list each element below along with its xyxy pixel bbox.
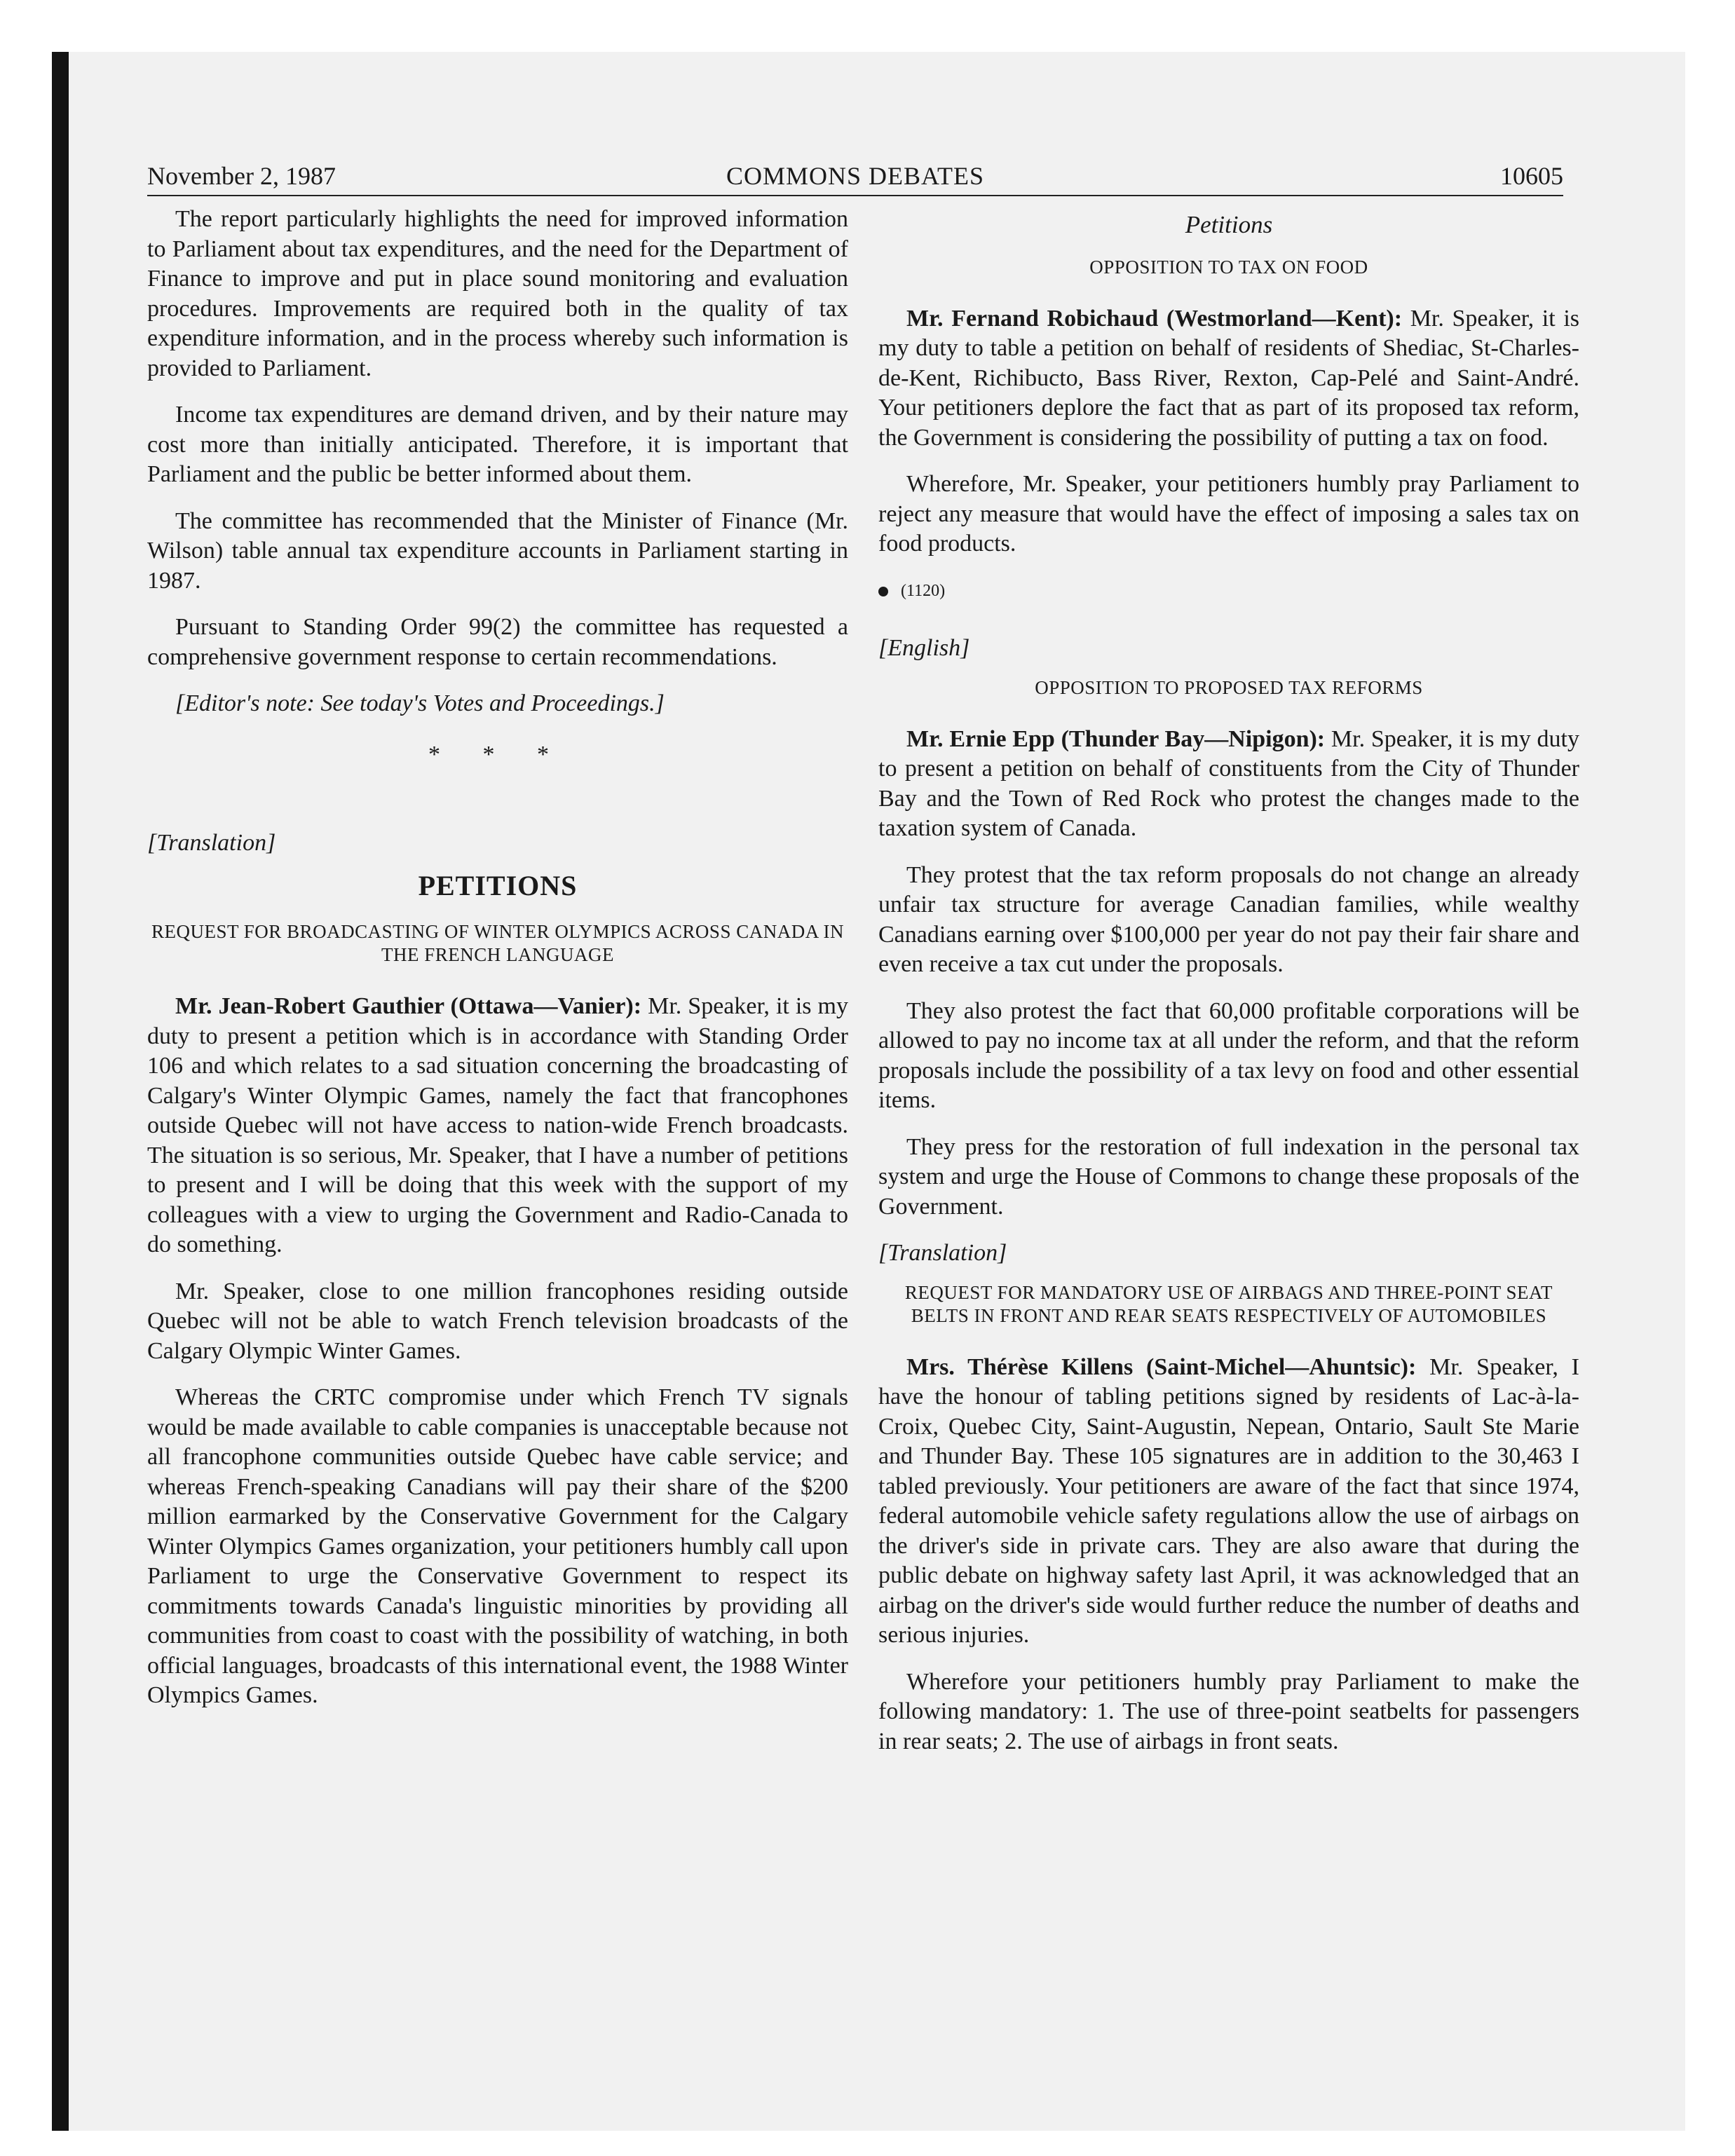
speech-text: Mr. Speaker, it is my duty to present a petition on behalf of constituents from the City of Thunder Bay and the Town of Red Rock who protest the changes made to the taxation system of Canada. [878,725,1579,841]
section-separator: * * * [428,741,567,767]
editor-note: [Editor's note: See today's Votes and Proceedings.] [175,690,665,716]
speaker-name: Mrs. Thérèse Killens (Saint-Michel—Ahuntsic): [906,1353,1417,1380]
header-date: November 2, 1987 [147,162,336,190]
page-number: 10605 [1500,162,1563,190]
speech-text: Mr. Speaker, it is my duty to table a petition on behalf of residents of Shediac, St-Charles-de-Kent, Richibucto, Bass River, Rexton, Cap-Pelé and Saint-André. Your petitioners deplore the fact that as part of its proposed tax reform, the Government is considering the possibility of putting a tax on food. [878,305,1580,451]
header-title: COMMONS DEBATES [726,162,985,190]
paragraph: They press for the restoration of full indexation in the personal tax system and urge the House of Commons to change these proposals of the Government. [878,1133,1579,1220]
speech-text: Mr. Speaker, I have the honour of tabling petitions signed by residents of Lac-à-la-Croix, Quebec City, Saint-Augustin, Nepean, Ontario, Sault Ste Marie and Thunder Bay. These 105 signatures are in addition to the 30,463 I tabled previously. Your petitioners are aware of the fact that since 1974, federal automobile vehicle safety regulations allow the use of airbags on the driver's side in private cars. They are also aware that during the public debate on highway safety last April, it was acknowledged that an airbag on the driver's side would further reduce the number of deaths and serious injuries. [878,1353,1579,1648]
english-tag: [English] [878,635,970,661]
paragraph: They protest that the tax reform proposals do not change an already unfair tax structure for average Canadian families, while wealthy Canadians earning over $100,000 per year do not pay their fair share and even receive a tax cut under the proposals. [878,861,1579,977]
subheading: REQUEST FOR MANDATORY USE OF AIRBAGS AND THREE-POINT SEAT BELTS IN FRONT AND REAR SEATS RESPECTIVELY OF AUTOMOBILES [904,1281,1553,1326]
translation-tag: [Translation] [878,1240,1007,1266]
speaker-name: Mr. Fernand Robichaud (Westmorland—Kent): [906,305,1403,332]
paragraph: Income tax expenditures are demand driven, and by their nature may cost more than initially anticipated. Therefore, it is important that Parliament and the public be better informed about them. [147,402,848,487]
speaker-name: Mr. Ernie Epp (Thunder Bay—Nipigon): [906,725,1326,752]
paragraph: The committee has recommended that the Minister of Finance (Mr. Wilson) table annual tax expenditure accounts in Parliament starting in 1987. [147,507,848,594]
speaker-name: Mr. Jean-Robert Gauthier (Ottawa—Vanier): [175,993,642,1019]
translation-tag: [Translation] [147,830,276,856]
paragraph: Wherefore, Mr. Speaker, your petitioners humbly pray Parliament to reject any measure that would have the effect of imposing a sales tax on food products. [878,471,1579,557]
paragraph: Wherefore your petitioners humbly pray Parliament to make the following mandatory: 1. The use of three-point seatbelts for passengers in rear seats; 2. The use of airbags in front seats. [878,1668,1579,1754]
paragraph: They also protest the fact that 60,000 profitable corporations will be allowed to pay no income tax at all under the reform, and that the reform proposals include the possibility of a tax levy on food and other essential items. [878,997,1579,1113]
left-column [147,205,848,1728]
section-label: Petitions [1185,211,1273,238]
subheading: OPPOSITION TO TAX ON FOOD [1089,256,1368,278]
speech-text: Mr. Speaker, it is my duty to present a petition which is in accordance with Standing Order 106 and which relates to a sad situation concerning the broadcasting of Calgary's Winter Olympic Games, namely the fact that francophones outside Quebec will not have access to nation-wide French broadcasts. The situation is so serious, Mr. Speaker, that I have a number of petitions to present and I will be doing that this week with the support of my colleagues with a view to urging the Government and Radio-Canada to do something. [147,993,848,1257]
speaker-paragraph [878,725,1579,844]
time-marker [878,576,1579,606]
time-marker-text: (1120) [901,581,946,600]
bullet-icon [878,587,888,596]
paragraph: Mr. Speaker, close to one million francophones residing outside Quebec will not be able to watch French television broadcasts of the Calgary Olympic Winter Games. [147,1278,848,1364]
paragraph: Pursuant to Standing Order 99(2) the committee has requested a comprehensive government response to certain recommendations. [147,614,848,670]
paragraph: The report particularly highlights the need for improved information to Parliament about tax expenditures, and the need for the Department of Finance to improve and put in place sound monitoring and evaluation procedures. Improvements are required both in the quality of tax expenditure information, and in the process whereby such information is provided to Parliament. [147,206,848,381]
section-title: PETITIONS [418,869,578,901]
speaker-paragraph [147,992,848,1260]
subheading: REQUEST FOR BROADCASTING OF WINTER OLYMPICS ACROSS CANADA IN THE FRENCH LANGUAGE [151,921,844,965]
right-column [878,205,1579,1773]
speaker-paragraph [878,304,1579,453]
subheading: OPPOSITION TO PROPOSED TAX REFORMS [1035,676,1423,698]
page-header [147,160,1563,196]
binding-edge [52,52,69,2131]
speaker-paragraph [878,1353,1579,1651]
paragraph: Whereas the CRTC compromise under which French TV signals would be made available to cable companies is unacceptable because not all francophone communities outside Quebec have cable service; and whereas French-speaking Canadians will pay their share of the $200 million earmarked by the Conservative Government for the Calgary Winter Olympics Games organization, your petitioners humbly call upon Parliament to urge the Conservative Government to respect its commitments towards Canada's linguistic minorities by providing all communities from coast to coast with the possibility of watching, in both official languages, broadcasts of this international event, the 1988 Winter Olympics Games. [147,1384,848,1708]
